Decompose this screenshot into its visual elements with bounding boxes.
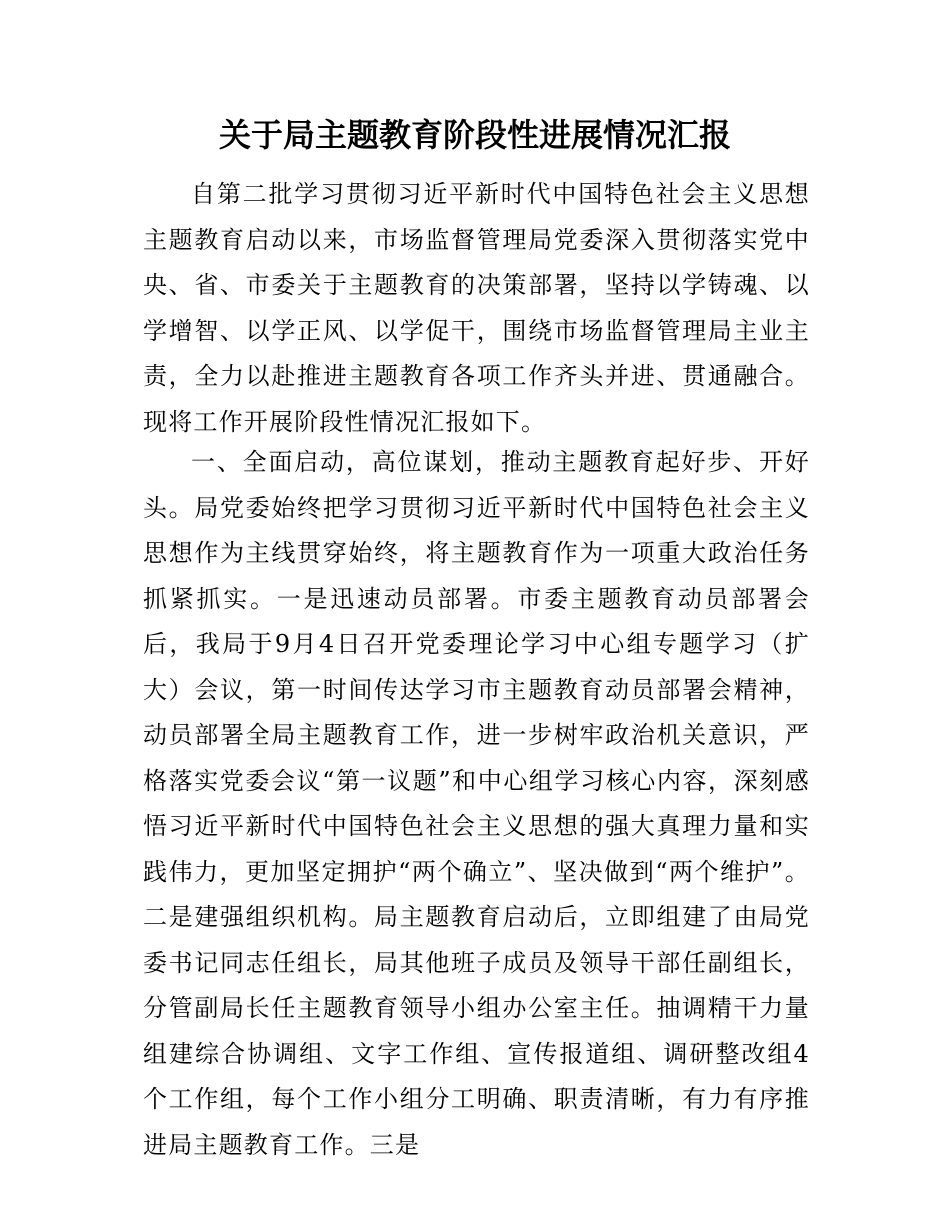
paragraph-section-one: 一、全面启动，高位谋划，推动主题教育起好步、开好头。局党委始终把学习贯彻习近平新时代中国特色社会主义思想作为主线贯穿始终，将主题教育作为一项重大政治任务抓紧抓实。一是迅速动员部署。市委主题教育动员部署会后，我局于9月4日召开党委理论学习中心组专题学习（扩大）会议，第一时间传达学习市主题教育动员部署会精神，动员部署全局主题教育工作，进一步树牢政治机关意识，严格落实党委会议“第一议题”和中心组学习核心内容，深刻感悟习近平新时代中国特色社会主义思想的强大真理力量和实践伟力，更加坚定拥护“两个确立”、坚决做到“两个维护”。二是建强组织机构。局主题教育启动后，立即组建了由局党委书记同志任组长，局其他班子成员及领导干部任副组长，分管副局长任主题教育领导小组办公室主任。抽调精干力量组建综合协调组、文字工作组、宣传报道组、调研整改组4个工作组，每个工作小组分工明确、职责清晰，有力有序推进局主题教育工作。三是 <box>143 448 810 1159</box>
paragraph-intro: 自第二批学习贯彻习近平新时代中国特色社会主义思想主题教育启动以来，市场监督管理局党委深入贯彻落实党中央、省、市委关于主题教育的决策部署，坚持以学铸魂、以学增智、以学正风、以学促干，围绕市场监督管理局主业主责，全力以赴推进主题教育各项工作齐头并进、贯通融合。现将工作开展阶段性情况汇报如下。 <box>143 180 810 436</box>
document-title: 关于局主题教育阶段性进展情况汇报 <box>218 116 731 154</box>
